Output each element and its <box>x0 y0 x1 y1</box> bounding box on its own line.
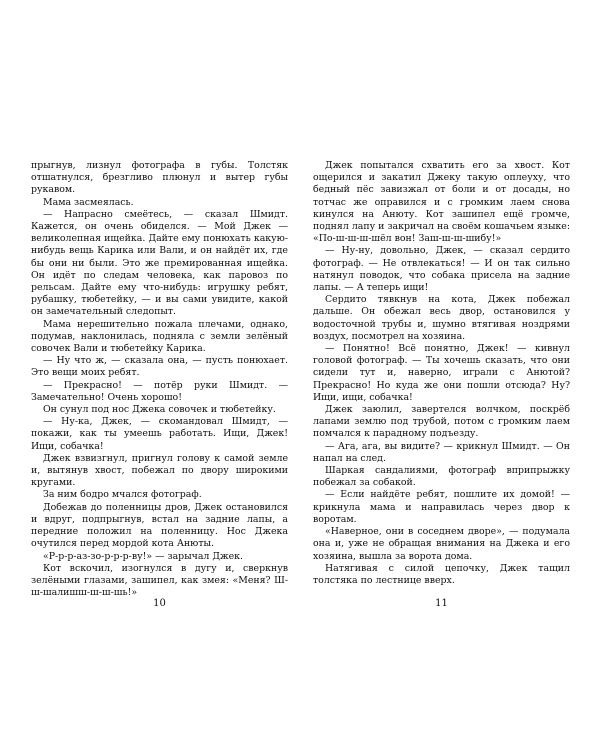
paragraph: — Ну-ка, Джек, — скомандовал Шмидт, — покажи, как ты умеешь работать. Ищи, Джек! Ищи, собачка! <box>31 416 288 452</box>
paragraph: — Ну-ну, довольно, Джек, — сказал сердито фотограф. — Не отвлекаться! — И он так сильно натянул поводок, что собака присела на задние лапы. — А теперь ищи! <box>313 245 570 294</box>
paragraph: Сердито тявкнув на кота, Джек побежал дальше. Он обежал весь двор, остановился у водосточной трубы и, шумно втягивая ноздрями воздух, посмотрел на хозяина. <box>313 294 570 342</box>
paragraph: Мама нерешительно пожала плечами, однако, подумав, наклонилась, подняла с земли зелёный совочек Вали и тюбетейку Карика. <box>31 318 288 355</box>
paragraph: Он сунул под нос Джека совочек и тюбетейку. <box>43 404 276 416</box>
paragraph: Джек попытался схватить его за хвост. Кот ощерился и закатил Джеку такую оплеуху, что бедный пёс завизжал от боли и от досады, но тотчас же оправился и с громким лаем снова кинулся на Анюту. Кот зашипел ещё громче, поднял лапу и закричал на своём кошачьем языке: «По-ш-ш-ш-шёл вон! Заш-ш-ш-шибу!» <box>313 160 570 245</box>
paragraph: За ним бодро мчался фотограф. <box>43 489 202 501</box>
right-page <box>300 0 600 750</box>
paragraph: — Ну что ж, — сказала она, — пусть понюхает. Это вещи моих ребят. <box>31 355 288 379</box>
paragraph: — Прекрасно! — потёр руки Шмидт. — Замечательно! Очень хорошо! <box>31 379 288 403</box>
right-text-column <box>313 160 570 587</box>
paragraph: — Понятно! Всё понятно, Джек! — кивнул головой фотограф. — Ты хочешь сказать, что они сидели тут и, наверно, играли с Анютой? Прекрасно! Но куда же они пошли отсюда? Ну? Ищи, ищи, собачка! <box>313 343 570 403</box>
paragraph: — Напрасно смеётесь, — сказал Шмидт. Кажется, он очень обиделся. — Мой Джек — великолепная ищейка. Дайте ему понюхать какую-нибудь вещь Карика или Вали, и он найдёт их, где бы они ни были. Это же премированная ищейка. Он идёт по следам человека, как паровоз по рельсам. Дайте ему что-нибудь: игрушку ребят, рубашку, тюбетейку, — и вы сами увидите, какой он замечательный следопыт. <box>31 208 288 318</box>
left-text-column <box>31 160 288 599</box>
paragraph: — Ага, ага, вы видите? — крикнул Шмидт. — Он напал на след. <box>313 440 570 464</box>
paragraph: Джек заюлил, завертелся волчком, поскрёб лапами землю под трубой, потом с громким лаем помчался к парадному подъезду. <box>313 404 570 440</box>
paragraph: «Р-р-р-аз-зо-р-р-р-ву!» — зарычал Джек. <box>43 550 244 562</box>
paragraph: прыгнув, лизнул фотографа в губы. Толстяк отшатнулся, брезгливо плюнул и вытер губы рукавом. <box>31 160 288 196</box>
page-number-left: 10 <box>153 598 166 609</box>
paragraph: Шаркая сандалиями, фотограф вприпрыжку побежал за собакой. <box>313 465 570 489</box>
page-number-right: 11 <box>435 598 448 609</box>
paragraph: Кот вскочил, изогнулся в дугу и, сверкнув зелёными глазами, зашипел, как змея: «Меня? Ш-ш-шалишш-ш-ш-шь!» <box>31 562 288 599</box>
paragraph: — Если найдёте ребят, пошлите их домой! — крикнула мама и направилась через двор к воротам. <box>313 489 570 525</box>
paragraph: Натягивая с силой цепочку, Джек тащил толстяка по лестнице вверх. <box>313 562 570 586</box>
paragraph: Мама засмеялась. <box>43 196 134 208</box>
paragraph: Добежав до поленницы дров, Джек остановился и вдруг, подпрыгнув, встал на задние лапы, а передние положил на поленницу. Нос Джека очутился перед мордой кота Анюты. <box>31 501 288 550</box>
paragraph: «Наверное, они в соседнем дворе», — подумала она и, уже не обращая внимания на Джека и его хозяина, вышла за ворота дома. <box>313 526 570 562</box>
paragraph: Джек взвизгнул, пригнул голову к самой земле и, вытянув хвост, побежал по двору широкими кругами. <box>31 452 288 489</box>
